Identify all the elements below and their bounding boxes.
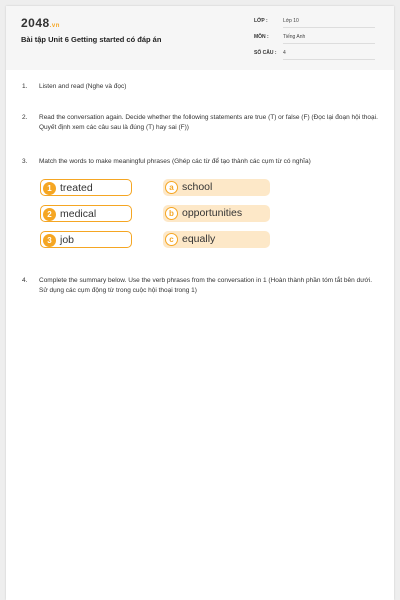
meta-label: LỚP : bbox=[254, 18, 268, 24]
match-word: treated bbox=[60, 182, 93, 194]
question-number: 2. bbox=[22, 114, 28, 121]
question-text: Complete the summary below. Use the verb phrases from the conversation in 1 (Hoàn thành phần tóm tắt bên dưới. Sử dụng các cụm động từ trong cuộc hội thoại trong 1) bbox=[39, 277, 373, 294]
letter-badge-icon: c bbox=[165, 233, 178, 246]
question-number: 4. bbox=[22, 277, 28, 284]
worksheet-title: Bài tập Unit 6 Getting started có đáp án bbox=[21, 35, 162, 44]
match-right-item[interactable] bbox=[163, 205, 270, 222]
match-word: opportunities bbox=[182, 207, 243, 219]
match-word: job bbox=[60, 234, 75, 246]
letter-badge-icon: a bbox=[165, 181, 178, 194]
worksheet-page bbox=[6, 6, 394, 600]
meta-label: SỐ CÂU : bbox=[254, 50, 277, 56]
match-word: school bbox=[182, 181, 213, 193]
question-text: Match the words to make meaningful phrases (Ghép các từ để tạo thành các cụm từ có nghĩa) bbox=[39, 158, 311, 165]
meta-value: Lớp 10 bbox=[283, 18, 375, 28]
worksheet-header bbox=[6, 6, 394, 70]
match-word: equally bbox=[182, 233, 216, 245]
question-text: Read the conversation again. Decide whether the following statements are true (T) or false (F) (Đọc lại đoạn hội thoại. Quyết định xem các câu sau là đúng (T) hay sai (F)) bbox=[39, 114, 378, 131]
match-left-item[interactable] bbox=[40, 231, 132, 248]
meta-value: Tiếng Anh bbox=[283, 34, 375, 44]
meta-value: 4 bbox=[283, 50, 375, 60]
match-right-item[interactable] bbox=[163, 179, 270, 196]
match-left-item[interactable] bbox=[40, 179, 132, 196]
question-4 bbox=[22, 276, 382, 296]
match-right-item[interactable] bbox=[163, 231, 270, 248]
question-text: Listen and read (Nghe và đọc) bbox=[39, 83, 127, 90]
question-2 bbox=[22, 113, 382, 133]
number-badge-icon: 3 bbox=[43, 234, 56, 247]
match-word: medical bbox=[60, 208, 97, 220]
letter-badge-icon: b bbox=[165, 207, 178, 220]
question-1 bbox=[22, 82, 382, 92]
question-number: 3. bbox=[22, 158, 28, 165]
number-badge-icon: 1 bbox=[43, 182, 56, 195]
number-badge-icon: 2 bbox=[43, 208, 56, 221]
match-left-item[interactable] bbox=[40, 205, 132, 222]
meta-label: MÔN : bbox=[254, 34, 269, 40]
question-number: 1. bbox=[22, 83, 28, 90]
question-3 bbox=[22, 157, 382, 167]
site-logo[interactable]: 2048.vn bbox=[21, 16, 60, 30]
